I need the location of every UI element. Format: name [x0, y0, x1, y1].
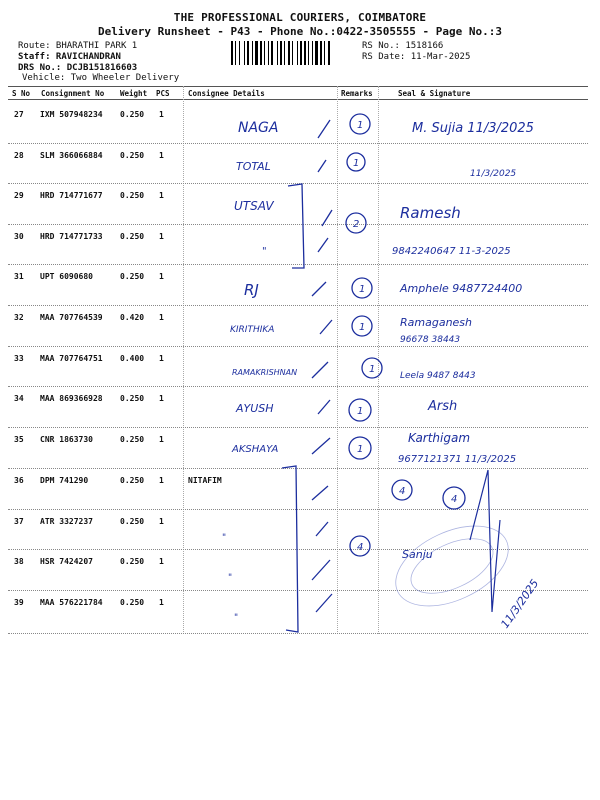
handwritten-name: "	[222, 533, 227, 543]
svg-text:1: 1	[353, 158, 360, 169]
route-info: Route: BHARATHI PARK 1	[18, 41, 138, 51]
signature: 11/3/2025	[498, 577, 542, 631]
handwritten-name: RJ	[244, 281, 259, 299]
row-divider	[8, 590, 588, 591]
cell-sno: 30	[14, 232, 24, 241]
header-bottom-rule	[8, 99, 588, 100]
barcode-bar	[235, 41, 236, 65]
drs-info: DRS No.: DCJB151816603	[18, 63, 138, 73]
cell-consignment: MAA 869366928	[40, 394, 103, 403]
row-divider	[8, 386, 588, 387]
svg-text:1: 1	[357, 406, 364, 417]
cell-sno: 32	[14, 313, 24, 322]
cell-pcs: 1	[159, 598, 164, 607]
cell-pcs: 1	[159, 110, 164, 119]
consignee-column-divider	[183, 86, 184, 634]
handwritten-name: "	[228, 573, 233, 583]
cell-consignment: CNR 1863730	[40, 435, 93, 444]
handwritten-name: AYUSH	[236, 402, 274, 415]
barcode-bar	[277, 41, 278, 65]
cell-consignment: MAA 707764751	[40, 354, 103, 363]
barcode-bar	[308, 41, 309, 65]
handwritten-name: "	[262, 246, 267, 257]
col-header-consignee: Consignee Details	[188, 89, 265, 98]
barcode-bar	[324, 41, 325, 65]
barcode-bar	[292, 41, 293, 65]
barcode-bar	[268, 41, 269, 65]
signature: Ramaganesh	[400, 316, 473, 329]
barcode-bar	[328, 41, 330, 65]
rs-number: RS No.: 1518166	[362, 41, 444, 51]
barcode-bar	[244, 41, 245, 65]
svg-text:1: 1	[357, 444, 364, 455]
barcode-bar	[284, 41, 285, 65]
cell-weight: 0.250	[120, 476, 145, 485]
row-divider	[8, 183, 588, 184]
row-divider	[8, 305, 588, 306]
barcode-bar	[264, 41, 265, 65]
row-divider	[8, 143, 588, 144]
signature: 9842240647 11-3-2025	[392, 246, 511, 257]
barcode-bar	[247, 41, 249, 65]
cell-pcs: 1	[159, 354, 164, 363]
cell-consignment: IXM 507948234	[40, 110, 103, 119]
barcode-bar	[304, 41, 306, 65]
col-header-consignment: Consignment No	[41, 89, 105, 98]
cell-consignee: NITAFIM	[188, 476, 222, 485]
signature: 11/3/2025	[470, 169, 517, 179]
cell-pcs: 1	[159, 557, 164, 566]
remarks-numbers	[353, 120, 457, 553]
signature: 96678 38443	[400, 335, 461, 345]
remarks-column-divider	[337, 86, 338, 634]
handwritten-name: RAMAKRISHNAN	[232, 368, 298, 377]
barcode-bar	[255, 41, 258, 65]
row-divider	[8, 509, 588, 510]
cell-weight: 0.420	[120, 313, 145, 322]
svg-text:1: 1	[359, 322, 366, 333]
ink-strokes	[282, 120, 332, 632]
svg-text:1: 1	[357, 120, 364, 131]
handwritten-name: "	[234, 613, 239, 623]
cell-weight: 0.250	[120, 272, 145, 281]
signature: Ramesh	[400, 204, 461, 222]
signature: M. Sujia 11/3/2025	[412, 121, 534, 136]
cell-consignment: MAA 707764539	[40, 313, 103, 322]
staff-info: Staff: RAVICHANDRAN	[18, 52, 121, 62]
bracket-mark	[288, 184, 304, 268]
cell-consignment: DPM 741290	[40, 476, 89, 485]
vehicle-info: Vehicle: Two Wheeler Delivery	[22, 73, 180, 83]
cell-consignment: SLM 366066884	[40, 151, 103, 160]
rs-date: RS Date: 11-Mar-2025	[362, 52, 471, 62]
barcode-bar	[288, 41, 290, 65]
svg-text:2: 2	[353, 219, 360, 230]
cell-sno: 29	[14, 191, 24, 200]
cell-weight: 0.250	[120, 151, 145, 160]
col-header-remarks: Remarks	[341, 89, 373, 98]
svg-text:4: 4	[451, 494, 458, 505]
barcode-bar	[297, 41, 298, 65]
barcode-bar	[280, 41, 282, 65]
barcode-bar	[320, 41, 322, 65]
row-divider	[8, 264, 588, 265]
company-stamp	[383, 510, 520, 622]
col-header-pcs: PCS	[156, 89, 170, 98]
cell-consignment: HRD 714771677	[40, 191, 103, 200]
cell-weight: 0.250	[120, 517, 145, 526]
row-divider	[8, 224, 588, 225]
cell-weight: 0.250	[120, 557, 145, 566]
handwritten-name: KIRITHIKA	[230, 325, 275, 335]
remarks-circles	[346, 114, 465, 556]
cell-weight: 0.250	[120, 598, 145, 607]
handwritten-name: TOTAL	[236, 160, 271, 173]
svg-text:1: 1	[369, 364, 376, 375]
runsheet-subtitle: Delivery Runsheet - P43 - Phone No.:0422-3505555 - Page No.:3	[98, 25, 502, 38]
cell-sno: 37	[14, 517, 24, 526]
company-title: THE PROFESSIONAL COURIERS, COIMBATORE	[173, 11, 427, 24]
cell-consignment: MAA 576221784	[40, 598, 103, 607]
barcode-image	[231, 41, 355, 65]
row-divider	[8, 427, 588, 428]
cell-sno: 38	[14, 557, 24, 566]
col-header-sno: S No	[12, 89, 31, 98]
barcode-bar	[252, 41, 253, 65]
signature: Karthigam	[408, 431, 471, 445]
barcode-bar	[260, 41, 262, 65]
cell-pcs: 1	[159, 272, 164, 281]
cell-weight: 0.400	[120, 354, 145, 363]
cell-consignment: UPT 6090680	[40, 272, 93, 281]
signature: Sanju	[402, 548, 433, 561]
barcode-bar	[239, 41, 240, 65]
barcode-bar	[271, 41, 273, 65]
row-divider	[8, 549, 588, 550]
row-divider	[8, 633, 588, 634]
header-top-rule	[8, 86, 588, 87]
handwritten-name: AKSHAYA	[232, 444, 279, 455]
cell-consignment: HRD 714771733	[40, 232, 103, 241]
cell-weight: 0.250	[120, 232, 145, 241]
row-divider	[8, 346, 588, 347]
cell-pcs: 1	[159, 191, 164, 200]
cell-weight: 0.250	[120, 191, 145, 200]
cell-pcs: 1	[159, 394, 164, 403]
cell-pcs: 1	[159, 313, 164, 322]
col-header-seal: Seal & Signature	[398, 89, 471, 98]
svg-text:4: 4	[357, 542, 364, 553]
cell-pcs: 1	[159, 435, 164, 444]
signature: Arsh	[428, 399, 458, 414]
cell-consignment: HSR 7424207	[40, 557, 93, 566]
cell-weight: 0.250	[120, 110, 145, 119]
col-header-weight: Weight	[120, 89, 148, 98]
cell-weight: 0.250	[120, 435, 145, 444]
cell-pcs: 1	[159, 151, 164, 160]
cell-consignment: ATR 3327237	[40, 517, 93, 526]
svg-text:1: 1	[359, 284, 366, 295]
cell-sno: 33	[14, 354, 24, 363]
row-divider	[8, 468, 588, 469]
cell-pcs: 1	[159, 517, 164, 526]
signature: Amphele 9487724400	[400, 282, 523, 295]
cell-sno: 34	[14, 394, 24, 403]
cell-sno: 31	[14, 272, 24, 281]
signature: 9677121371 11/3/2025	[398, 454, 517, 465]
cell-pcs: 1	[159, 232, 164, 241]
cell-pcs: 1	[159, 476, 164, 485]
cell-sno: 28	[14, 151, 24, 160]
handwritten-name: NAGA	[238, 120, 279, 136]
signature: Leela 9487 8443	[400, 371, 476, 381]
cell-sno: 27	[14, 110, 24, 119]
cell-weight: 0.250	[120, 394, 145, 403]
cell-sno: 35	[14, 435, 24, 444]
barcode-bar	[300, 41, 302, 65]
cell-sno: 36	[14, 476, 24, 485]
seal-column-divider	[378, 86, 379, 634]
barcode-bar	[315, 41, 318, 65]
handwritten-name: UTSAV	[234, 199, 274, 213]
cell-sno: 39	[14, 598, 24, 607]
svg-text:4: 4	[399, 486, 406, 497]
barcode-bar	[312, 41, 313, 65]
barcode-bar	[231, 41, 233, 65]
